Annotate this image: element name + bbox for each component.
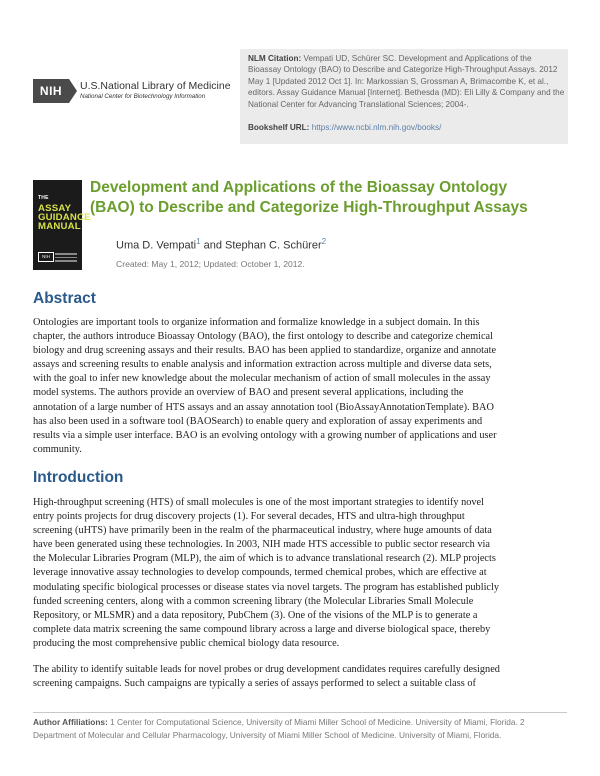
citation-label: NLM Citation:: [248, 54, 302, 63]
abstract-line: has also been used in a software tool (BAOSearch) to enable query and exploration of assay experiments and: [33, 415, 483, 427]
created-updated-dates: Created: May 1, 2012; Updated: October 1, 2012.: [116, 259, 305, 269]
intro-line: complete data matrix screening the same compound library across a large and diverse biological space, thereby: [33, 623, 491, 635]
abstract-line: community.: [33, 443, 82, 455]
bookshelf-url-line: [248, 123, 566, 132]
intro-line: the Molecular Libraries Program (MLP), the aim of which is to advance translational research (2). MLP projects: [33, 553, 496, 565]
author-1: Uma D. Vempati: [116, 239, 197, 252]
intro-line: modulating specific biological processes or disease states via novel targets. The program has established publicly: [33, 581, 500, 593]
intro-line: screening campaigns. Such campaigns are typically a series of assays performed to select a suitable class of: [33, 678, 476, 690]
introduction-paragraph-1: [33, 496, 565, 651]
intro-line: have been generated using these technologies. In 2003, NIH made HTS accessible to public sector research via: [33, 539, 490, 551]
book-cover-image: [33, 180, 91, 270]
author-line: [116, 237, 326, 252]
cover-nih-logo: NIH: [38, 252, 54, 262]
abstract-line: biology and drug screening assays and their results. BAO has been applied to standardize, organize and annotate: [33, 345, 497, 357]
cover-title-pre: THE: [38, 195, 49, 201]
abstract-line: results via a simple user interface. BAO is an evolving ontology with a growing number of applications and user: [33, 429, 497, 441]
affiliations-text: 1 Center for Computational Science, University of Miami Miller School of Medicine. University of Miami, Florida. 2 Department of Molecular and Cellular Pharmacology, University of Miami Miller School of Medicine. University of Miami, Florida.: [33, 717, 525, 740]
bookshelf-url-link[interactable]: https://www.ncbi.nlm.nih.gov/books/: [311, 123, 442, 132]
citation-box: [240, 49, 568, 144]
intro-line: The ability to identify suitable leads for novel probes or drug development candidates requires carefully designed: [33, 664, 500, 675]
bookshelf-label: Bookshelf URL:: [248, 123, 310, 132]
library-subtitle: National Center for Biotechnology Information: [80, 93, 206, 100]
cover-title-line3: MANUAL: [38, 221, 81, 232]
nlm-citation: [248, 53, 566, 110]
affiliations-label: Author Affiliations:: [33, 717, 108, 727]
abstract-line: annotation of a large number of HTS assays and an assay annotation tool (BioAssayAnnotationTemplate). BAO: [33, 401, 494, 413]
intro-line: entry points projects for drug discovery projects (1). For several decades, HTS and ultra-high throughput: [33, 511, 465, 523]
document-title: Development and Applications of the Bioassay Ontology (BAO) to Describe and Categorize High-Throughput Assays: [90, 179, 528, 216]
nih-logo-arrow: [69, 79, 77, 103]
author-2: Stephan C. Schürer: [225, 239, 322, 252]
intro-line: Repository, or MLSMR) and a data repository, PubChem (3). One of the visions of the MLP is to generate a: [33, 609, 478, 621]
abstract-line: assays and screening results to enable analysis and information extraction across multiple and diverse data sets,: [33, 359, 492, 371]
nih-logo-box: NIH: [33, 79, 69, 103]
author-2-affiliation-ref[interactable]: 2: [321, 237, 327, 246]
author-1-affiliation-ref[interactable]: 1: [196, 237, 201, 246]
introduction-paragraph-2: [33, 663, 565, 691]
introduction-heading: Introduction: [33, 469, 124, 486]
intro-line: screening (uHTS) have primarily been in the realm of the pharmaceutical industry, where huge amounts of data: [33, 525, 492, 537]
intro-line: producing the most comprehensive public chemical biology data resource.: [33, 637, 340, 649]
abstract-line: with the goal to infer new knowledge about the molecular mechanism of action of small molecules in the assay: [33, 373, 491, 385]
cover-title: [38, 194, 91, 232]
intro-line: funded screening centers, along with a common screening library (the Molecular Libraries Small Molecule: [33, 595, 474, 607]
library-name: U.S.National Library of Medicine: [80, 80, 231, 92]
abstract-line: model systems. The authors provide an overview of BAO and present several applications, including the: [33, 387, 464, 399]
author-affiliations: [33, 716, 567, 741]
intro-line: leverage innovative assay technologies to develop compounds, termed chemical probes, which are effective at: [33, 567, 487, 579]
abstract-heading: Abstract: [33, 290, 96, 307]
author-joiner: and: [200, 239, 226, 252]
abstract-paragraph: [33, 316, 565, 457]
cover-title-line2: GUIDANCE: [38, 212, 91, 223]
nih-logo: [33, 79, 229, 103]
cover-decoration: [55, 253, 77, 264]
intro-line: High-throughput screening (HTS) of small molecules is one of the most important strategies to identify novel: [33, 497, 484, 508]
footer-divider: [33, 712, 567, 713]
abstract-line: chapter, the authors introduce Bioassay Ontology (BAO), the first ontology to describe and categorize chemical: [33, 331, 493, 343]
abstract-line: Ontologies are important tools to organize information and formalize knowledge in a subject domain. In this: [33, 317, 480, 328]
citation-text: Vempati UD, Schürer SC. Development and Applications of the Bioassay Ontology (BAO) to Describe and Categorize High-Throughput Assays. 2012 May 1 [Updated 2012 Oct 1]. In: Markossian S, Grossman A, Brimacombe K, et al., editors. Assay Guidance Manual [Internet]. Bethesda (MD): Eli Lilly & Company and the National Center for Advancing Translational Sciences; 2004-.: [248, 54, 565, 109]
cover-title-line1: ASSAY: [38, 203, 72, 214]
